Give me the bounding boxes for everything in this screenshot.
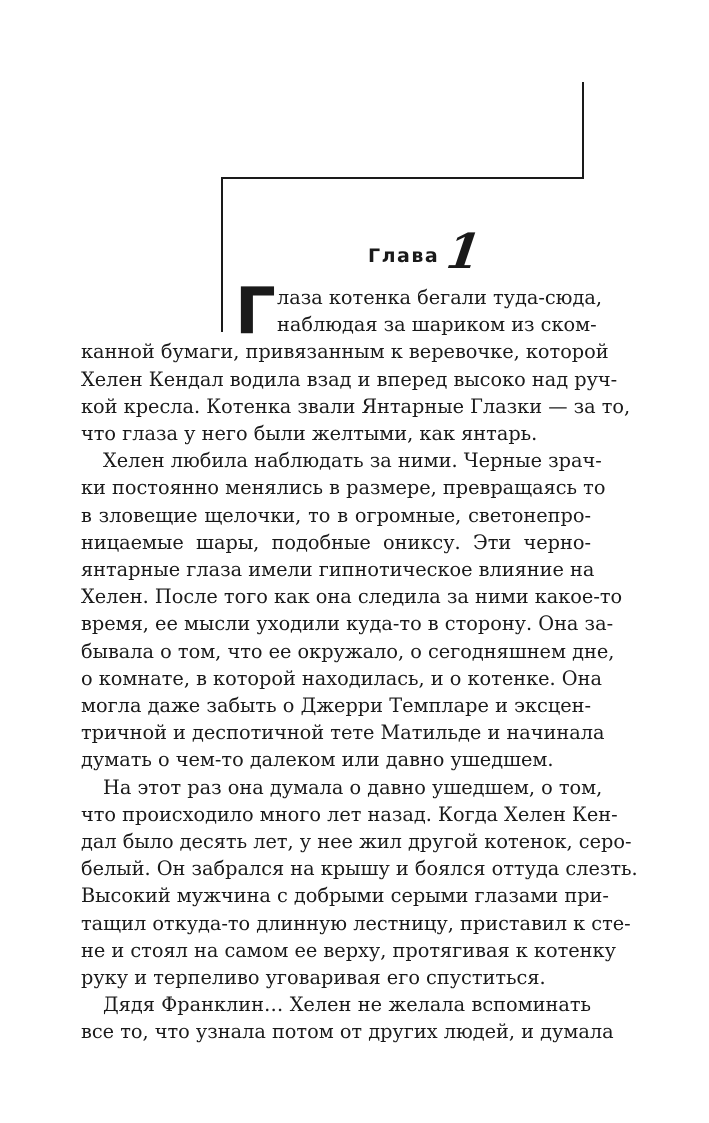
text-line: могла даже забыть о Джерри Темпларе и эксцен-: [81, 694, 591, 718]
text-line: ницаемые шары, подобные ониксу. Эти черно-: [81, 530, 591, 554]
text-line: На этот раз она думала о давно ушедшем, о том,: [103, 775, 603, 799]
text-line: что глаза у него были желтыми, как янтарь.: [81, 422, 538, 445]
text-line: о комнате, в которой находилась, и о котенке. Она: [81, 666, 602, 690]
text-line: Высокий мужчина с добрыми серыми глазами при-: [81, 884, 609, 908]
text-line: кой кресла. Котенка звали Янтарные Глазки — за то,: [81, 394, 631, 418]
frame-line-vertical-right: [582, 82, 584, 178]
body-text: [81, 275, 638, 1046]
text-line: янтарные глаза имели гипнотическое влияние на: [81, 558, 595, 582]
chapter-heading: [368, 220, 485, 280]
text-line: Хелен Кендал водила взад и вперед высоко над руч-: [81, 367, 618, 391]
text-line: время, ее мысли уходили куда-то в сторону. Она за-: [81, 612, 614, 636]
text-line: Хелен любила наблюдать за ними. Черные зрач-: [103, 449, 602, 473]
text-line: тащил откуда-то длинную лестницу, приставил к сте-: [81, 911, 631, 935]
text-line: ки постоянно менялись в размере, превращаясь то: [81, 476, 606, 500]
text-line: все то, что узнала потом от других людей, и думала: [81, 1020, 614, 1044]
dropcap-paragraph-start: [81, 275, 602, 349]
text-line: в зловещие щелочки, то в огромные, светонепро-: [81, 503, 591, 527]
text-line: не и стоял на самом ее верху, протягивая к котенку: [81, 938, 616, 962]
text-line: бывала о том, что ее окружало, о сегодняшнем дне,: [81, 639, 615, 663]
text-line: лаза котенка бегали туда-сюда,: [277, 286, 602, 309]
dropcap-letter: Г: [235, 275, 276, 349]
chapter-number: 1: [443, 224, 485, 280]
text-line: наблюдая за шариком из ском-: [277, 313, 597, 337]
text-line: канной бумаги, привязанным к веревочке, которой: [81, 340, 609, 364]
text-line: руку и терпеливо уговаривая его спуститься.: [81, 966, 546, 990]
text-line: белый. Он забрался на крышу и боялся оттуда слезть.: [81, 857, 638, 881]
text-line: Дядя Франклин… Хелен не желала вспоминать: [103, 993, 591, 1017]
text-line: тричной и деспотичной тете Матильде и начинала: [81, 721, 605, 745]
text-line: дал было десять лет, у нее жил другой котенок, серо-: [81, 830, 632, 854]
text-line: что происходило много лет назад. Когда Хелен Кен-: [81, 802, 618, 826]
chapter-label: Глава: [368, 245, 440, 267]
text-line: Хелен. После того как она следила за ними какое-то: [81, 585, 623, 609]
frame-line-horizontal: [221, 177, 584, 179]
text-line: думать о чем-то далеком или давно ушедшем.: [81, 748, 554, 772]
